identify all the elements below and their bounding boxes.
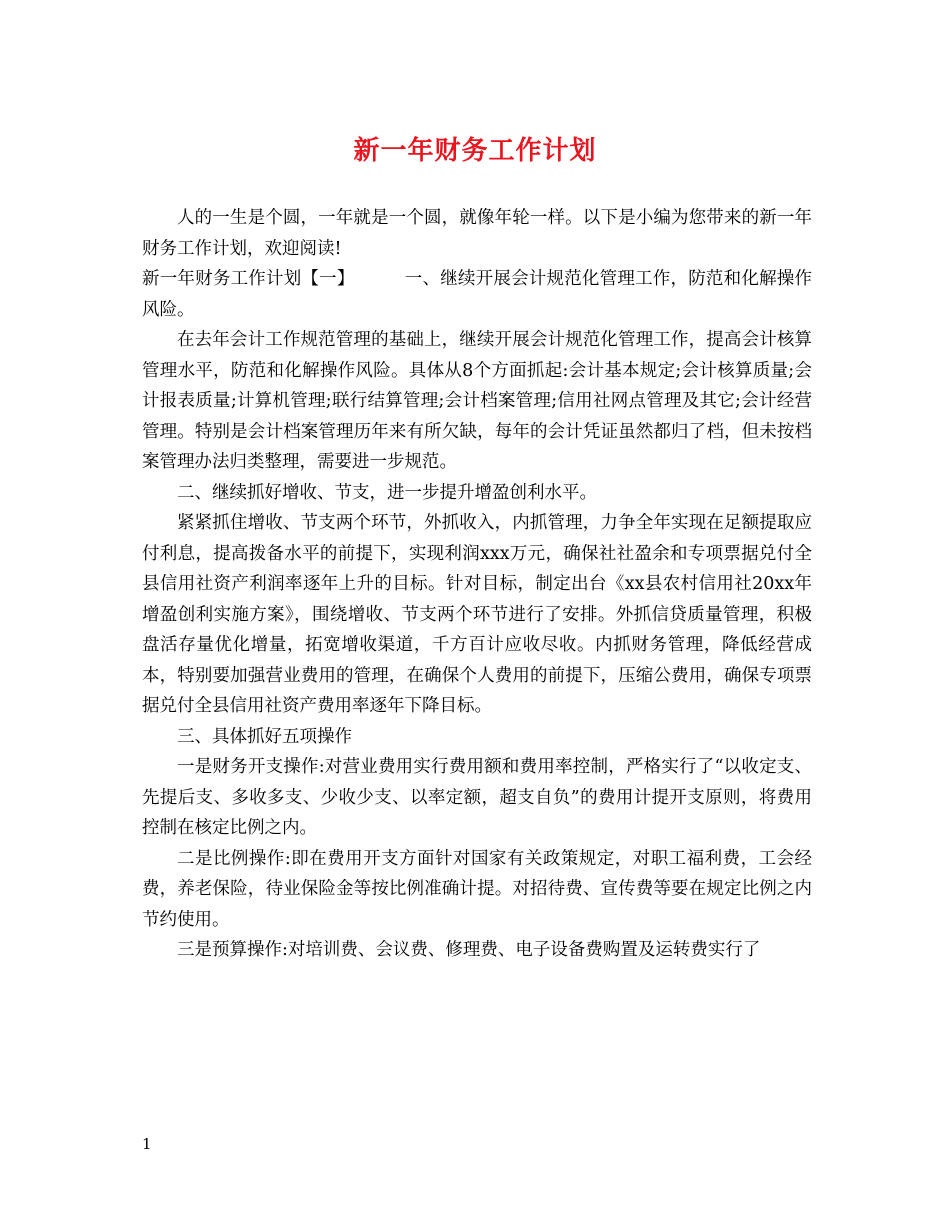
document-body xyxy=(142,203,812,966)
body-paragraph: 紧紧抓住增收、节支两个环节，外抓收入，内抓管理，力争全年实现在足额提取应付利息，提高拨备水平的前提下，实现利润xxx万元，确保社社盈余和专项票据兑付全县信用社资产利润率逐年上升的目标。针对目标，制定出台《xx县农村信用社20xx年增盈创利实施方案》，围绕增收、节支两个环节进行了安排。外抓信贷质量管理，积极盘活存量优化增量，拓宽增收渠道，千方百计应收尽收。内抓财务管理，降低经营成本，特别要加强营业费用的管理，在确保个人费用的前提下，压缩公费用，确保专项票据兑付全县信用社资产费用率逐年下降目标。 xyxy=(142,513,812,716)
body-paragraph: 三是预算操作:对培训费、会议费、修理费、电子设备费购置及运转费实行了 xyxy=(177,940,761,960)
body-paragraph: 一是财务开支操作:对营业费用实行费用额和费用率控制，严格实行了“以收定支、先提后支、多收多支、少收少支、以率定额，超支自负”的费用计提开支原则，将费用控制在核定比例之内。 xyxy=(142,757,812,838)
body-paragraph: 三、具体抓好五项操作 xyxy=(177,726,352,747)
page-number: 1 xyxy=(142,1135,152,1153)
intro-paragraph: 人的一生是个圆，一年就是一个圆，就像年轮一样。以下是小编为您带来的新一年财务工作计划，欢迎阅读! xyxy=(142,208,812,259)
section-first-item: 一、继续开展会计规范化管理工作，防范和化解操作风险。 xyxy=(142,269,813,320)
document-title: 新一年财务工作计划 xyxy=(353,136,597,166)
body-paragraph: 在去年会计工作规范管理的基础上，继续开展会计规范化管理工作，提高会计核算管理水平，防范和化解操作风险。具体从8个方面抓起:会计基本规定;会计核算质量;会计报表质量;计算机管理;联行结算管理;会计档案管理;信用社网点管理及其它;会计经营管理。特别是会计档案管理历年来有所欠缺，每年的会计凭证虽然都归了档，但未按档案管理办法归类整理，需要进一步规范。 xyxy=(142,330,812,472)
section-heading: 新一年财务工作计划【一】 xyxy=(142,269,355,289)
body-paragraph: 二是比例操作:即在费用开支方面针对国家有关政策规定，对职工福利费，工会经费，养老保险，待业保险金等按比例准确计提。对招待费、宣传费等要在规定比例之内节约使用。 xyxy=(142,848,812,930)
body-paragraph: 二、继续抓好增收、节支，进一步提升增盈创利水平。 xyxy=(177,482,597,503)
section-heading-line xyxy=(142,264,812,325)
